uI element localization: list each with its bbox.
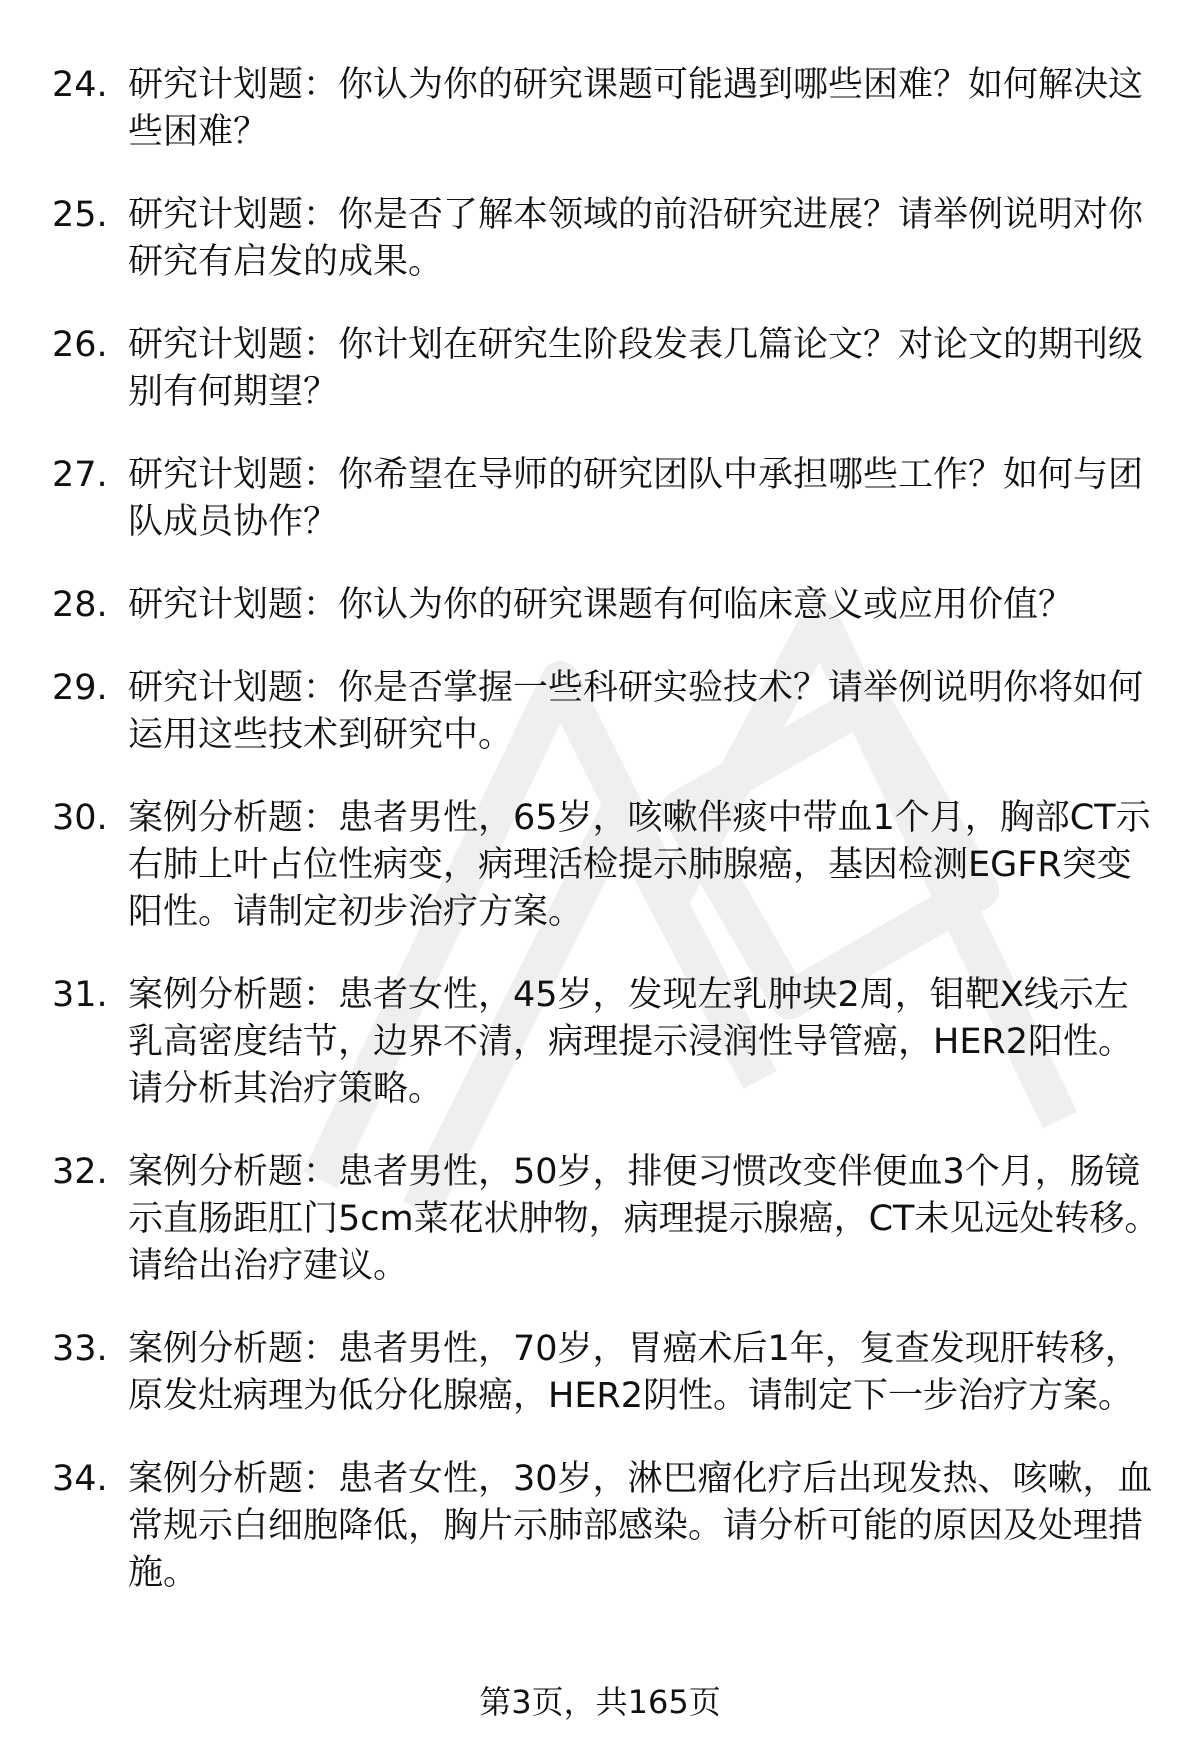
list-item (52, 1456, 1162, 1597)
list-item (52, 665, 1162, 759)
question-text: 案例分析题：患者男性，65岁，咳嗽伴痰中带血1个月，胸部CT示右肺上叶占位性病变，病理活检提示肺腺癌，基因检测EGFR突变阳性。请制定初步治疗方案。 (128, 798, 1151, 932)
question-text: 案例分析题：患者女性，45岁，发现左乳肿块2周，钼靶X线示左乳高密度结节，边界不清，病理提示浸润性导管癌，HER2阳性。请分析其治疗策略。 (128, 975, 1134, 1109)
question-number: 26. (52, 325, 108, 365)
question-number: 27. (52, 455, 108, 495)
list-item (52, 452, 1162, 546)
list-item (52, 795, 1162, 936)
list-item (52, 322, 1162, 416)
list-item (52, 972, 1162, 1113)
question-text: 案例分析题：患者男性，70岁，胃癌术后1年，复查发现肝转移，原发灶病理为低分化腺癌，HER2阴性。请制定下一步治疗方案。 (128, 1329, 1140, 1416)
question-number: 33. (52, 1329, 108, 1369)
question-number: 24. (52, 65, 108, 105)
question-number: 30. (52, 798, 108, 838)
question-text: 研究计划题：你计划在研究生阶段发表几篇论文？对论文的期刊级别有何期望？ (128, 325, 1144, 412)
question-text: 研究计划题：你认为你的研究课题有何临床意义或应用价值？ (128, 585, 1074, 625)
question-number: 25. (52, 195, 108, 235)
question-text: 研究计划题：你是否掌握一些科研实验技术？请举例说明你将如何运用这些技术到研究中。 (128, 668, 1144, 755)
question-list (52, 62, 1162, 1633)
question-number: 28. (52, 585, 108, 625)
question-text: 案例分析题：患者女性，30岁，淋巴瘤化疗后出现发热、咳嗽，血常规示白细胞降低，胸片示肺部感染。请分析可能的原因及处理措施。 (128, 1459, 1153, 1593)
question-text: 研究计划题：你是否了解本领域的前沿研究进展？请举例说明对你研究有启发的成果。 (128, 195, 1144, 282)
list-item (52, 1149, 1162, 1290)
list-item (52, 62, 1162, 156)
question-number: 31. (52, 975, 108, 1015)
question-number: 32. (52, 1152, 108, 1192)
question-text: 研究计划题：你希望在导师的研究团队中承担哪些工作？如何与团队成员协作？ (128, 455, 1144, 542)
question-number: 29. (52, 668, 108, 708)
question-text: 研究计划题：你认为你的研究课题可能遇到哪些困难？如何解决这些困难？ (128, 65, 1144, 152)
question-number: 34. (52, 1459, 108, 1499)
question-text: 案例分析题：患者男性，50岁，排便习惯改变伴便血3个月，肠镜示直肠距肛门5cm菜花状肿物，病理提示腺癌，CT未见远处转移。请给出治疗建议。 (128, 1152, 1160, 1286)
list-item (52, 582, 1162, 629)
list-item (52, 1326, 1162, 1420)
list-item (52, 192, 1162, 286)
page-footer: 第3页，共165页 (479, 1683, 721, 1721)
